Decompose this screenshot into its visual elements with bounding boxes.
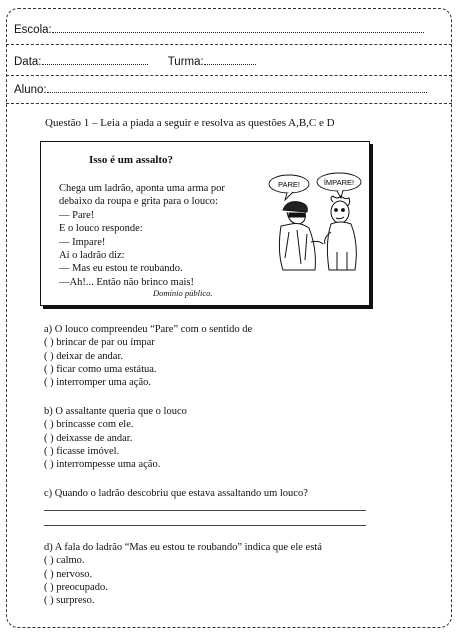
joke-line: —Ah!... Então não brinco mais! <box>59 276 195 288</box>
escola-line <box>52 23 424 33</box>
header-divider-3 <box>6 103 452 104</box>
joke-line: Aí o ladrão diz: <box>59 250 125 262</box>
joke-box <box>40 141 370 306</box>
aluno-label: Aluno: <box>14 84 47 96</box>
option-checkbox[interactable]: ( ) ficasse imóvel. <box>44 445 120 457</box>
escola-label: Escola: <box>14 24 52 36</box>
question-d-prompt: d) A fala do ladrão “Mas eu estou te roubando” indica que ele está <box>44 542 322 553</box>
answer-line[interactable] <box>44 525 366 526</box>
joke-line: — Impare! <box>59 236 106 248</box>
escola-field <box>14 23 424 36</box>
header-divider-1 <box>6 44 452 45</box>
joke-text <box>59 182 225 289</box>
robber-cartoon <box>267 172 363 272</box>
option-checkbox[interactable]: ( ) deixasse de andar. <box>44 432 133 444</box>
aluno-line <box>47 83 427 93</box>
louco-figure <box>325 196 357 270</box>
bubble-right-text: ÍMPARE! <box>323 178 355 187</box>
option-checkbox[interactable]: ( ) nervoso. <box>44 568 93 580</box>
data-label: Data: <box>14 56 42 68</box>
question-c <box>44 487 308 500</box>
option-checkbox[interactable]: ( ) calmo. <box>44 555 85 567</box>
option-checkbox[interactable]: ( ) surpreso. <box>44 595 95 607</box>
joke-line: debaixo da roupa e grita para o louco: <box>59 196 218 208</box>
option-checkbox[interactable]: ( ) brincasse com ele. <box>44 419 134 431</box>
aluno-field <box>14 83 427 96</box>
joke-line: E o louco responde: <box>59 223 143 235</box>
option-checkbox[interactable]: ( ) interromper uma ação. <box>44 377 151 389</box>
data-field <box>14 55 256 68</box>
question-a-prompt: a) O louco compreendeu “Pare” com o sentido de <box>44 324 253 335</box>
option-checkbox[interactable]: ( ) preocupado. <box>44 581 108 593</box>
option-checkbox[interactable]: ( ) interrompesse uma ação. <box>44 459 161 471</box>
robber-figure <box>279 202 323 270</box>
bubble-left-text: PARE! <box>278 180 300 189</box>
header-divider-2 <box>6 75 452 76</box>
joke-line: — Mas eu estou te roubando. <box>59 263 183 275</box>
option-checkbox[interactable]: ( ) brincar de par ou ímpar <box>44 337 155 349</box>
question-intro: Questão 1 – Leia a piada a seguir e resolva as questões A,B,C e D <box>45 117 335 129</box>
question-a <box>44 323 252 389</box>
joke-title: Isso é um assalto? <box>89 154 174 166</box>
question-b <box>44 405 187 471</box>
turma-label: Turma: <box>167 56 204 68</box>
question-d <box>44 541 322 607</box>
worksheet-border <box>6 8 452 628</box>
option-checkbox[interactable]: ( ) ficar como uma estátua. <box>44 363 157 375</box>
turma-line <box>204 55 256 65</box>
question-b-prompt: b) O assaltante queria que o louco <box>44 406 187 417</box>
joke-line: Chega um ladrão, aponta uma arma por <box>59 183 225 194</box>
joke-line: — Pare! <box>59 209 95 221</box>
data-line <box>42 55 148 65</box>
option-checkbox[interactable]: ( ) deixar de andar. <box>44 350 124 362</box>
question-c-prompt: c) Quando o ladrão descobriu que estava assaltando um louco? <box>44 488 308 499</box>
answer-line[interactable] <box>44 510 366 511</box>
joke-credit: Domínio público. <box>153 288 213 298</box>
